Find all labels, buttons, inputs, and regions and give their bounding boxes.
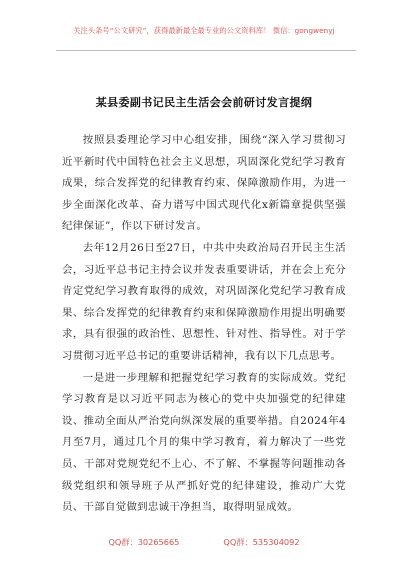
header-promo-note: 关注头条号“公文研究”，获得最新最全最专业的公文资料库！ 微信：gongwenyj: [73, 26, 335, 35]
footer-contacts: [0, 537, 408, 548]
document-title: 某县委副书记民主生活会会前研讨发言提纲: [95, 96, 313, 109]
footer-qq-group-1: QQ群：30265665: [108, 537, 180, 547]
footer-qq-group-2: QQ群：535304092: [223, 537, 300, 547]
paragraph-intro: 按照县委理论学习中心组安排，围绕“深入学习贯彻习近平新时代中国特色社会主义思想，巩固深化党纪学习教育成果，综合发挥党的纪律教育约束、保障激励作用，为进一步全面深化改革、奋力谱写中国式现代化x新篇章提供坚强纪律保证”，作以下研讨发言。: [62, 134, 346, 233]
header-divider: [56, 50, 356, 51]
paragraph-meeting: 去年12月26日至27日，中共中央政治局召开民主生活会，习近平总书记主持会议并发表重要讲话，并在会上充分肯定党纪学习教育取得的成效，对巩固深化党纪学习教育成果、综合发挥党的纪律教育约束和保障激励作用提出明确要求，具有很强的政治性、思想性、针对性、指导性。对于学习贯彻习近平总书记的重要讲话精神，我有以下几点思考。: [62, 241, 346, 362]
paragraph-point-one: 一是进一步理解和把握党纪学习教育的实际成效。党纪学习教育是以习近平同志为核心的党中央加强党的纪律建设、推动全面从严治党向纵深发展的重要举措。自2024年4月至7月，通过几个月的集中学习教育，着力解决了一些党员、干部对党规党纪不上心、不了解、不掌握等问题推动各级党组织和领导班子从严抓好党的纪律建设，推动广大党员、干部自觉做到忠诚干净担当，取得明显成效。: [62, 371, 346, 514]
document-body: [62, 130, 346, 519]
